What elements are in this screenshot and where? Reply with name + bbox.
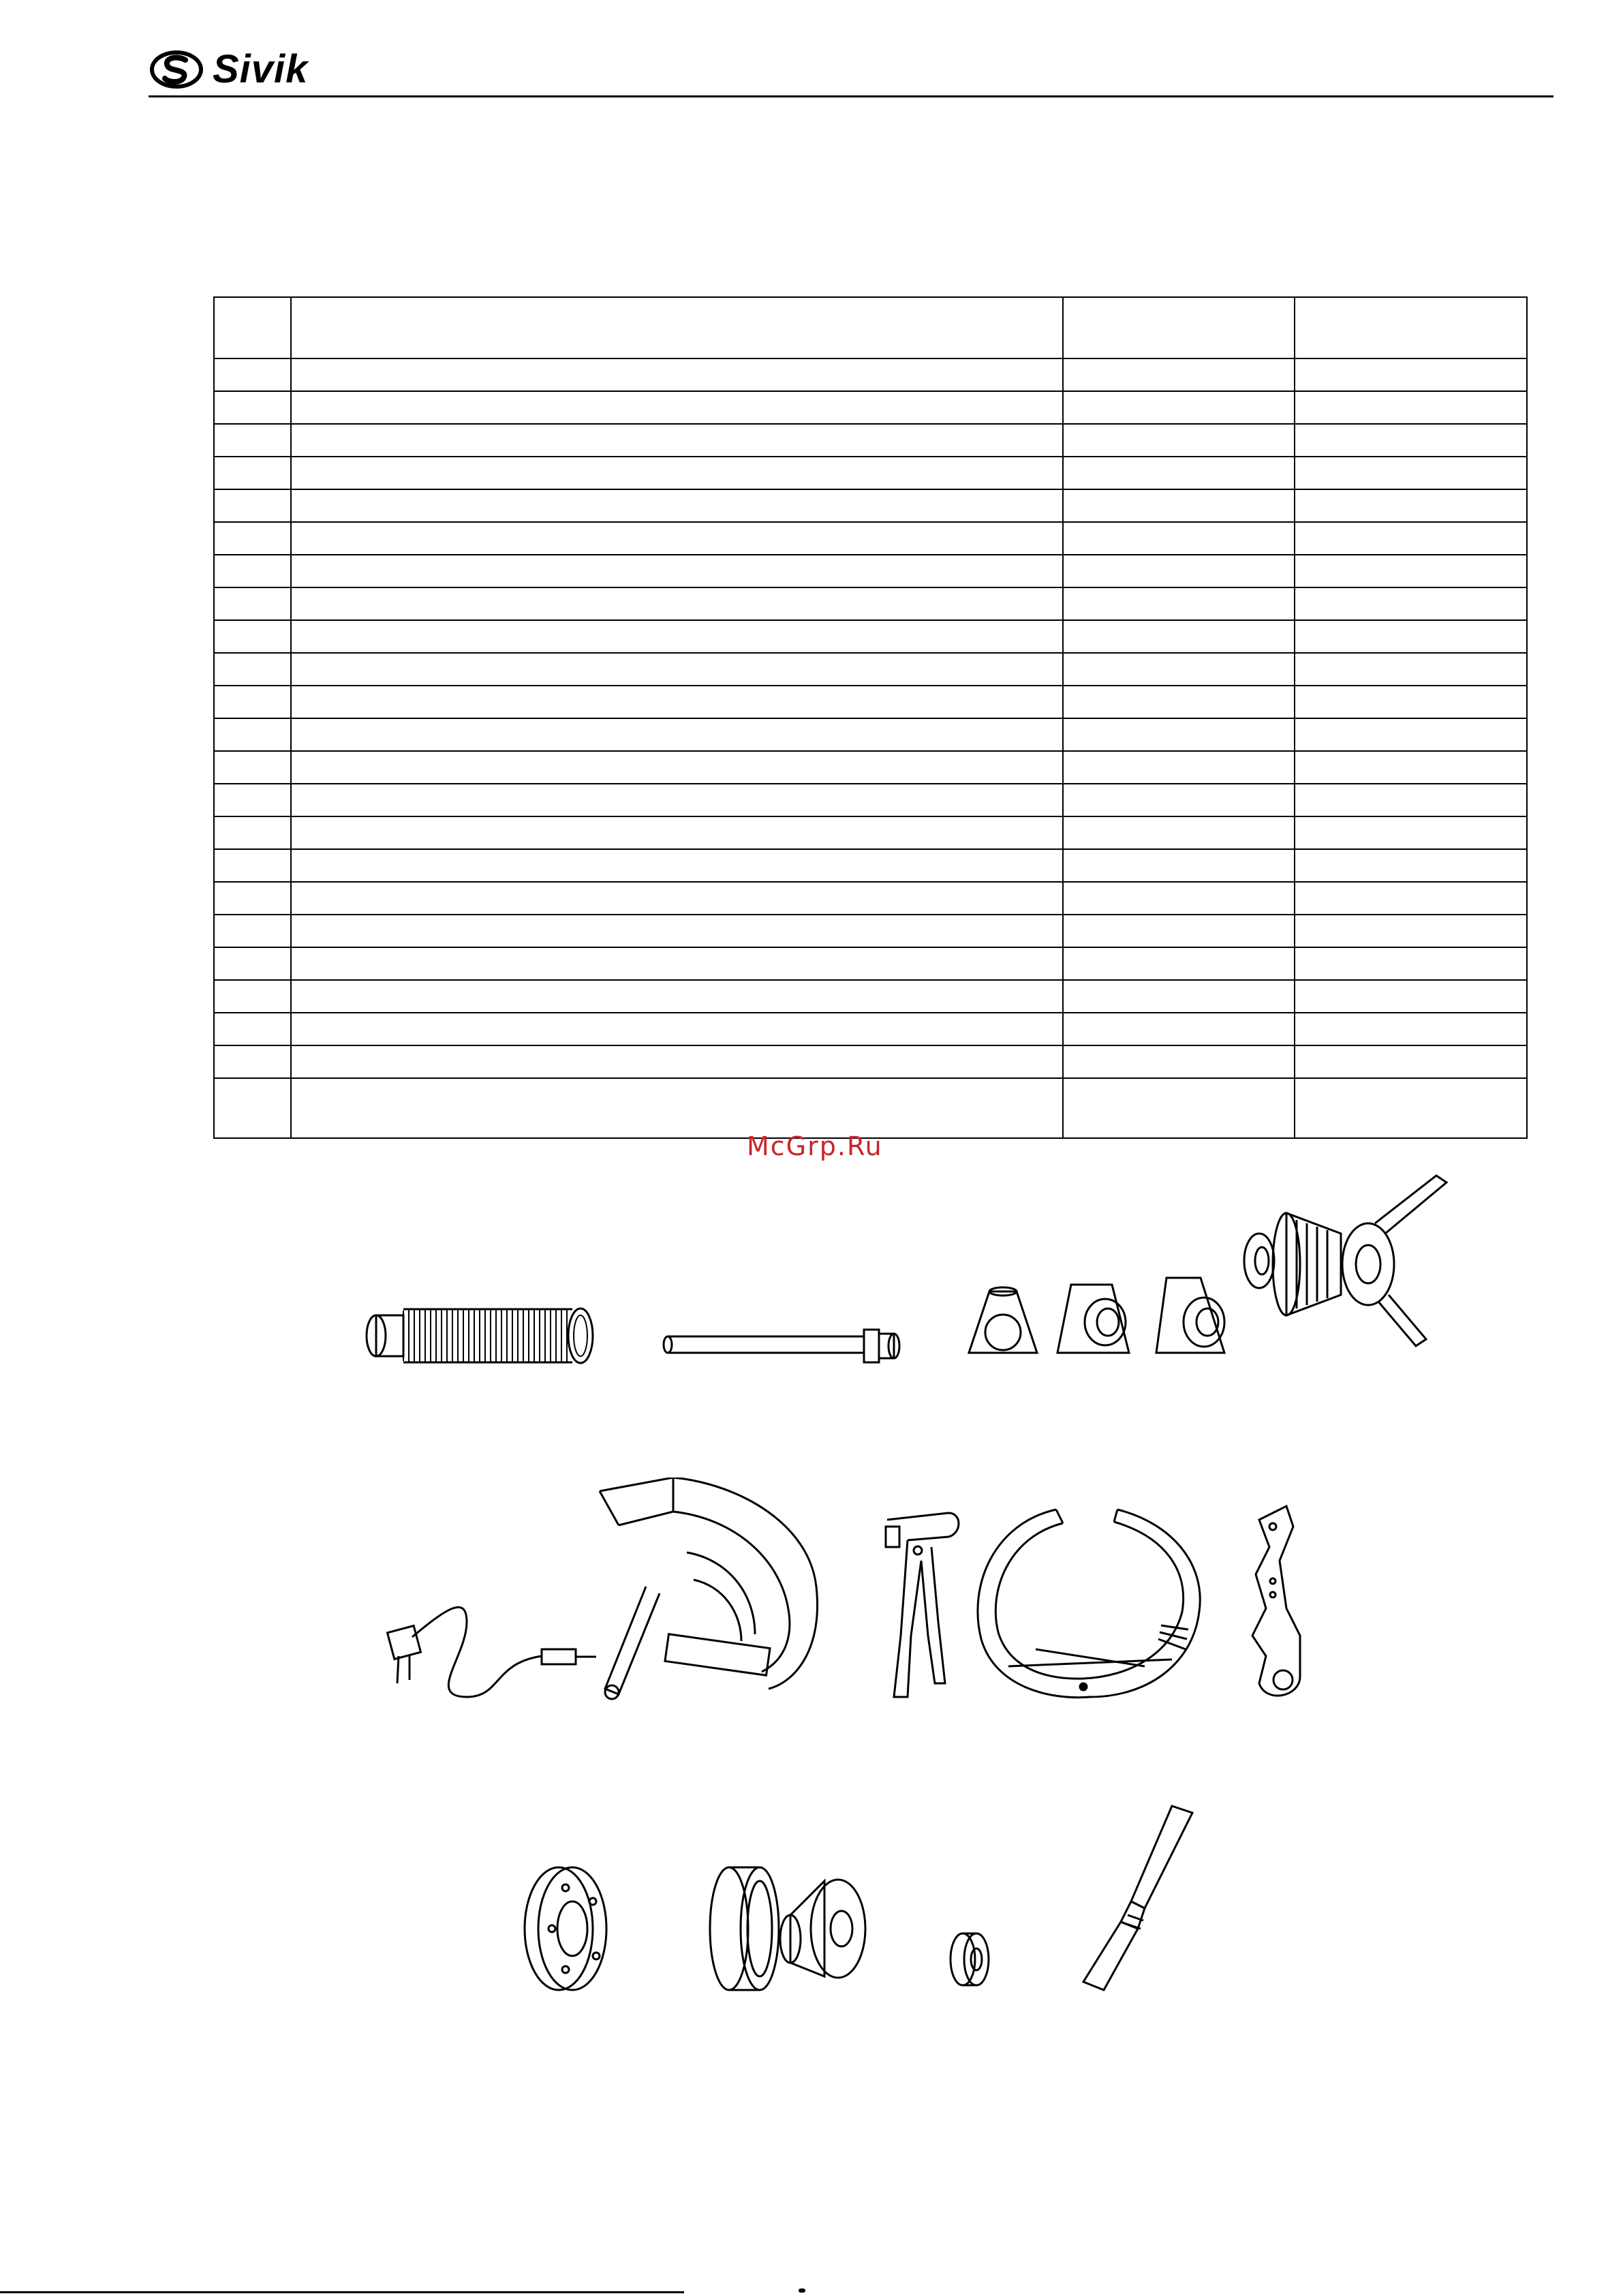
- table-cell: [291, 849, 1063, 882]
- table-cell: [1063, 1013, 1295, 1045]
- table-cell: [291, 587, 1063, 620]
- table-cell: [214, 587, 291, 620]
- table-cell: [291, 718, 1063, 751]
- centering-cones-icon: [962, 1271, 1235, 1373]
- table-cell: [214, 653, 291, 686]
- table-cell: [1295, 555, 1527, 587]
- brand-logo: [150, 46, 308, 92]
- table-cell: [214, 849, 291, 882]
- table-row: [214, 980, 1527, 1013]
- footer-mark: [799, 2289, 805, 2293]
- table-cell: [1295, 947, 1527, 980]
- table-cell: [291, 391, 1063, 424]
- table-cell: [1063, 1045, 1295, 1078]
- table-cell: [291, 424, 1063, 457]
- table-cell: [1295, 882, 1527, 915]
- table-cell: [214, 457, 291, 489]
- table-cell: [291, 980, 1063, 1013]
- table-cell: [291, 784, 1063, 816]
- table-cell: [1295, 522, 1527, 555]
- table-row: [214, 1078, 1527, 1138]
- table-cell: [1295, 391, 1527, 424]
- table-row: [214, 686, 1527, 718]
- table-cell: [1295, 653, 1527, 686]
- table-cell: [291, 751, 1063, 784]
- table-row: [214, 816, 1527, 849]
- table-row: [214, 915, 1527, 947]
- table-cell: [291, 489, 1063, 522]
- table-cell: [214, 489, 291, 522]
- table-row: [214, 522, 1527, 555]
- table-cell: [214, 915, 291, 947]
- table-row: [214, 587, 1527, 620]
- table-row: [214, 489, 1527, 522]
- table-cell: [1295, 424, 1527, 457]
- table-cell: [1063, 816, 1295, 849]
- spanner-plate-icon: [1246, 1499, 1314, 1704]
- table-cell: [1295, 784, 1527, 816]
- table-cell: [214, 980, 291, 1013]
- page-header: [150, 40, 1554, 101]
- table-cell: [1295, 980, 1527, 1013]
- table-cell: [214, 358, 291, 391]
- table-row: [214, 653, 1527, 686]
- table-cell: [291, 522, 1063, 555]
- table-cell: [1295, 358, 1527, 391]
- table-cell: [1063, 751, 1295, 784]
- table-cell: [1063, 620, 1295, 653]
- logo-emblem-icon: [150, 50, 203, 89]
- table-cell: [1063, 980, 1295, 1013]
- table-cell: [1295, 1045, 1527, 1078]
- table-cell: [1063, 297, 1295, 358]
- table-row: [214, 358, 1527, 391]
- table-cell: [1063, 882, 1295, 915]
- header-rule: [149, 95, 1554, 97]
- table-cell: [1063, 653, 1295, 686]
- table-cell: [291, 555, 1063, 587]
- table-cell: [214, 1078, 291, 1138]
- table-cell: [1063, 522, 1295, 555]
- table-cell: [1063, 391, 1295, 424]
- table-cell: [214, 424, 291, 457]
- table-cell: [291, 457, 1063, 489]
- table-cell: [1295, 686, 1527, 718]
- table-cell: [1295, 1013, 1527, 1045]
- table-cell: [214, 784, 291, 816]
- shaft-rod-icon: [660, 1326, 905, 1366]
- footer-rule: [0, 2291, 684, 2293]
- table-row: [214, 849, 1527, 882]
- watermark: McGrp.Ru: [747, 1131, 883, 1161]
- quick-nut-icon: [1239, 1172, 1457, 1349]
- table-row: [214, 882, 1527, 915]
- flexible-hose-icon: [361, 1298, 600, 1373]
- table-cell: [1063, 358, 1295, 391]
- table-cell: [1295, 587, 1527, 620]
- table-cell: [1063, 947, 1295, 980]
- table-cell: [214, 522, 291, 555]
- table-cell: [1295, 751, 1527, 784]
- table-row: [214, 457, 1527, 489]
- table-cell: [1295, 620, 1527, 653]
- table-row: [214, 391, 1527, 424]
- table-cell: [1063, 849, 1295, 882]
- table-cell: [1295, 297, 1527, 358]
- table-cell: [291, 1013, 1063, 1045]
- table-cell: [1295, 915, 1527, 947]
- table-cell: [214, 297, 291, 358]
- table-row: [214, 947, 1527, 980]
- table-cell: [291, 653, 1063, 686]
- table-cell: [1295, 1078, 1527, 1138]
- brand-name: Sivik: [213, 47, 309, 91]
- table-cell: [214, 391, 291, 424]
- table-cell: [1063, 718, 1295, 751]
- table-cell: [291, 1045, 1063, 1078]
- table-cell: [1295, 489, 1527, 522]
- table-cell: [1295, 718, 1527, 751]
- table-cell: [1063, 555, 1295, 587]
- table-cell: [1295, 849, 1527, 882]
- table-cell: [1295, 457, 1527, 489]
- cone-cup-icon: [702, 1854, 879, 2004]
- table-cell: [1063, 1078, 1295, 1138]
- table-cell: [1063, 784, 1295, 816]
- table-cell: [291, 882, 1063, 915]
- table-cell: [1063, 489, 1295, 522]
- table-cell: [214, 686, 291, 718]
- table-row: [214, 718, 1527, 751]
- table-cell: [291, 620, 1063, 653]
- table-row: [214, 784, 1527, 816]
- table-cell: [291, 358, 1063, 391]
- parts-table: [213, 296, 1528, 1139]
- table-cell: [214, 620, 291, 653]
- wheel-guard-icon: [591, 1478, 837, 1709]
- power-cord-icon: [385, 1595, 603, 1704]
- table-cell: [291, 686, 1063, 718]
- table-cell: [291, 947, 1063, 980]
- weight-pliers-icon: [880, 1499, 969, 1704]
- table-cell: [214, 555, 291, 587]
- table-row: [214, 555, 1527, 587]
- table-cell: [214, 751, 291, 784]
- table-cell: [1063, 587, 1295, 620]
- table-cell: [1063, 915, 1295, 947]
- table-cell: [291, 816, 1063, 849]
- table-cell: [214, 882, 291, 915]
- table-cell: [214, 816, 291, 849]
- table-cell: [291, 1078, 1063, 1138]
- table-cell: [291, 297, 1063, 358]
- table-cell: [1063, 686, 1295, 718]
- table-row: [214, 751, 1527, 784]
- table-cell: [214, 1045, 291, 1078]
- table-cell: [214, 718, 291, 751]
- table-cell: [214, 1013, 291, 1045]
- pin-tool-icon: [1063, 1799, 1213, 1997]
- table-cell: [291, 915, 1063, 947]
- table-cell: [214, 947, 291, 980]
- flange-icon: [518, 1861, 620, 1997]
- table-row: [214, 1045, 1527, 1078]
- table-row: [214, 620, 1527, 653]
- table-cell: [1063, 457, 1295, 489]
- table-cell: [1063, 424, 1295, 457]
- rim-caliper-icon: [968, 1503, 1206, 1707]
- table-row: [214, 1013, 1527, 1045]
- table-cell: [1295, 816, 1527, 849]
- spacer-ring-icon: [946, 1929, 993, 1990]
- table-row: [214, 424, 1527, 457]
- table-header-row: [214, 297, 1527, 358]
